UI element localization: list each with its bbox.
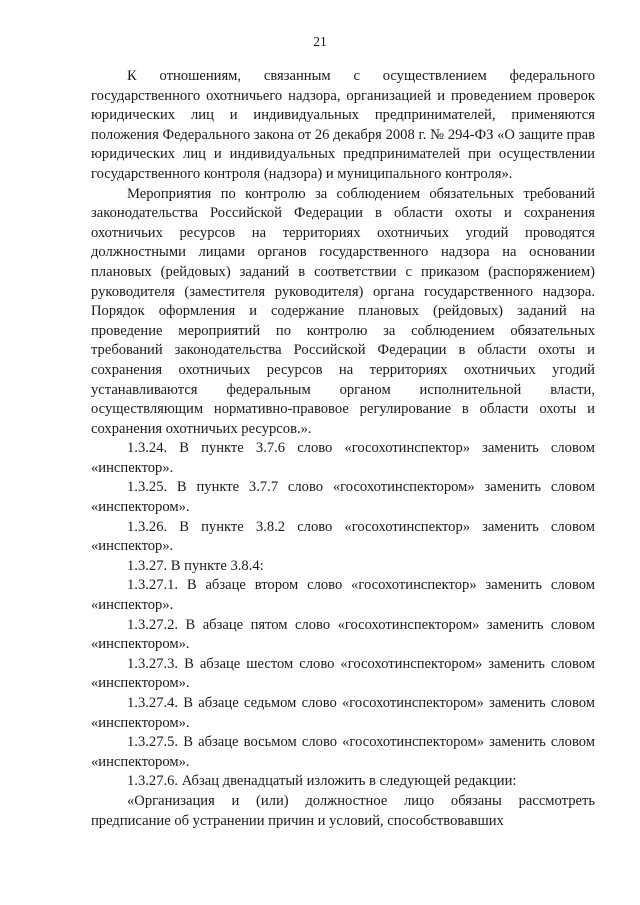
paragraph: 1.3.24. В пункте 3.7.6 слово «госохотинспектор» заменить словом «инспектор». xyxy=(91,440,595,476)
paragraph: 1.3.25. В пункте 3.7.7 слово «госохотинспектором» заменить словом «инспектором». xyxy=(91,479,595,516)
paragraph: 1.3.27.1. В абзаце втором слово «госохотинспектор» заменить словом «инспектор». xyxy=(91,577,595,614)
paragraph: 1.3.26. В пункте 3.8.2 слово «госохотинспектор» заменить словом «инспектор». xyxy=(91,518,595,555)
paragraph: 1.3.27.4. В абзаце седьмом слово «госохотинспектором» заменить словом «инспектором». xyxy=(91,695,595,731)
paragraph: К отношениям, связанным с осуществлением федерального государственного охотничьего надзора, организацией и проведением проверок юридических лиц и индивидуальных предпринимателей, применяются положения Федерального закона от 26 декабря 2008 г. № 294-ФЗ «О защите прав юридических лиц и индивидуальных предпринимателей при осуществлении государственного контроля (надзора) и муниципального контроля». xyxy=(91,68,595,182)
paragraph: 1.3.27.5. В абзаце восьмом слово «госохотинспектором» заменить словом «инспектором». xyxy=(91,734,595,770)
document-body xyxy=(91,67,595,831)
paragraph: Мероприятия по контролю за соблюдением обязательных требований законодательства Российской Федерации в области охоты и сохранения охотничьих ресурсов на территориях охотничьих угодий проводятся должностными лицами органов государственного надзора на основании плановых (рейдовых) заданий в соответствии с приказом (распоряжением) руководителя (заместителя руководителя) органа государственного надзора. Порядок оформления и содержание плановых (рейдовых) заданий на проведение мероприятий по контролю за соблюдением обязательных требований законодательства Российской Федерации в области охоты и сохранения охотничьих ресурсов на территориях охотничьих угодий устанавливаются федеральным органом исполнительной власти, осуществляющим нормативно-правовое регулирование в области охоты и сохранения охотничьих ресурсов.». xyxy=(91,185,595,437)
paragraph: 1.3.27.3. В абзаце шестом слово «госохотинспектором» заменить словом «инспектором». xyxy=(91,655,595,692)
page-number: 21 xyxy=(313,34,327,49)
paragraph: 1.3.27.6. Абзац двенадцатый изложить в следующей редакции: xyxy=(127,773,517,790)
paragraph: 1.3.27. В пункте 3.8.4: xyxy=(127,557,264,574)
paragraph: «Организация и (или) должностное лицо обязаны рассмотреть предписание об устранении причин и условий, способствовавших xyxy=(91,792,595,829)
paragraph: 1.3.27.2. В абзаце пятом слово «госохотинспектором» заменить словом «инспектором». xyxy=(91,616,595,653)
